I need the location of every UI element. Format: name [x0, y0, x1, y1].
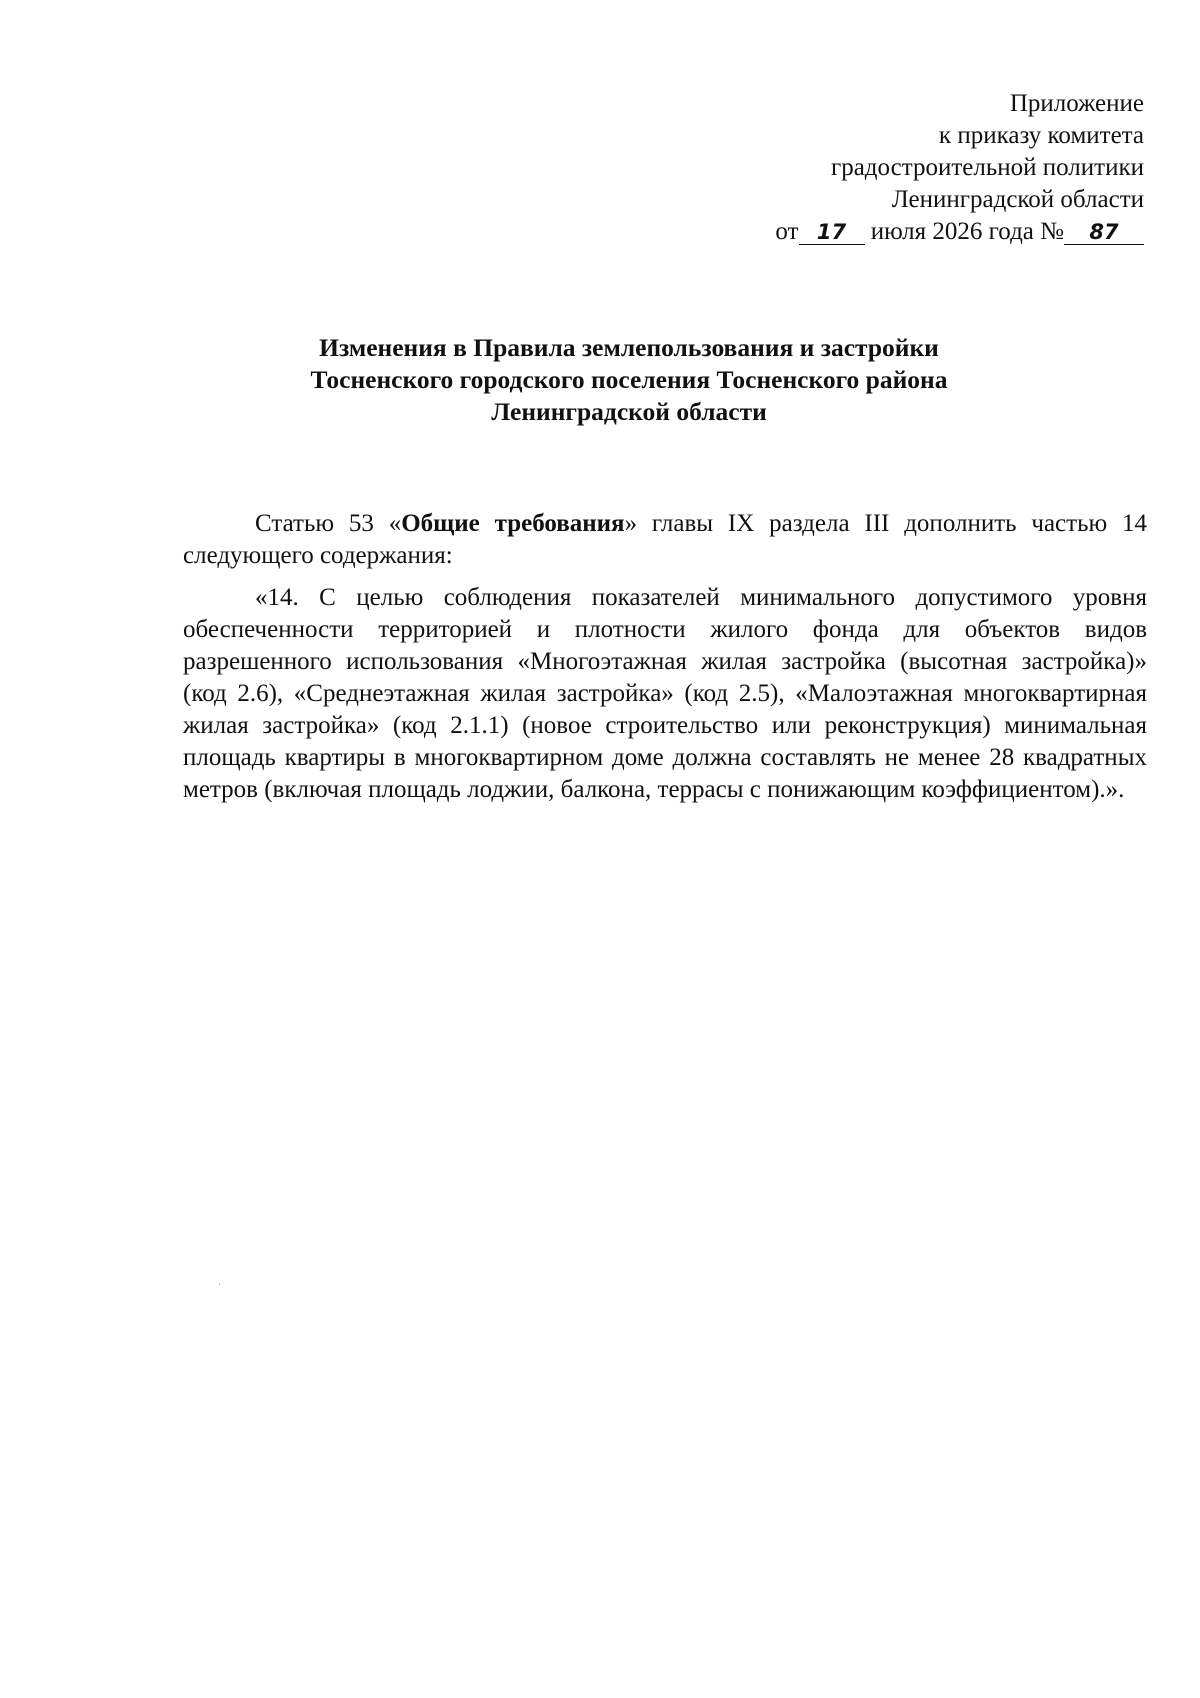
- appendix-committee: градостроительной политики: [830, 154, 1144, 181]
- order-number-field: [1064, 220, 1144, 245]
- date-month-year: июля 2026 года №: [870, 218, 1064, 245]
- appendix-date-line: [775, 216, 1144, 248]
- scan-speck: [219, 1284, 220, 1285]
- appendix-title: Приложение: [1009, 90, 1144, 117]
- date-day-handwritten: 17: [816, 220, 847, 244]
- appendix-header: [775, 88, 1144, 248]
- article-name-bold: Общие требования: [401, 510, 625, 537]
- title-line-2: Тосненского городского поселения Тосненского района: [310, 365, 948, 394]
- appendix-order-ref: к приказу комитета: [938, 122, 1144, 149]
- document-title: [170, 332, 1088, 428]
- date-day-field: [799, 220, 865, 245]
- title-line-3: Ленинградской области: [491, 397, 767, 426]
- date-prefix: от: [775, 218, 799, 245]
- document-body: [183, 508, 1147, 816]
- appendix-region: Ленинградской области: [891, 186, 1144, 213]
- intro-text-before: Статью 53 «: [255, 510, 402, 537]
- paragraph-intro: [183, 508, 1147, 572]
- title-line-1: Изменения в Правила землепользования и застройки: [319, 333, 939, 362]
- paragraph-part-14: «14. С целью соблюдения показателей минимального допустимого уровня обеспеченности территорией и плотности жилого фонда для объектов видов разрешенного использования «Многоэтажная жилая застройка (высотная застройка)» (код 2.6), «Среднеэтажная жилая застройка» (код 2.5), «Малоэтажная многоквартирная жилая застройка» (код 2.1.1) (новое строительство или реконструкция) минимальная площадь квартиры в многоквартирном доме должна составлять не менее 28 квадратных метров (включая площадь лоджии, балкона, террасы с понижающим коэффициентом).».: [183, 584, 1147, 803]
- intro-text-after: » главы IX раздела III дополнить частью 14 следующего содержания:: [183, 510, 1147, 569]
- order-number-handwritten: 87: [1089, 220, 1119, 244]
